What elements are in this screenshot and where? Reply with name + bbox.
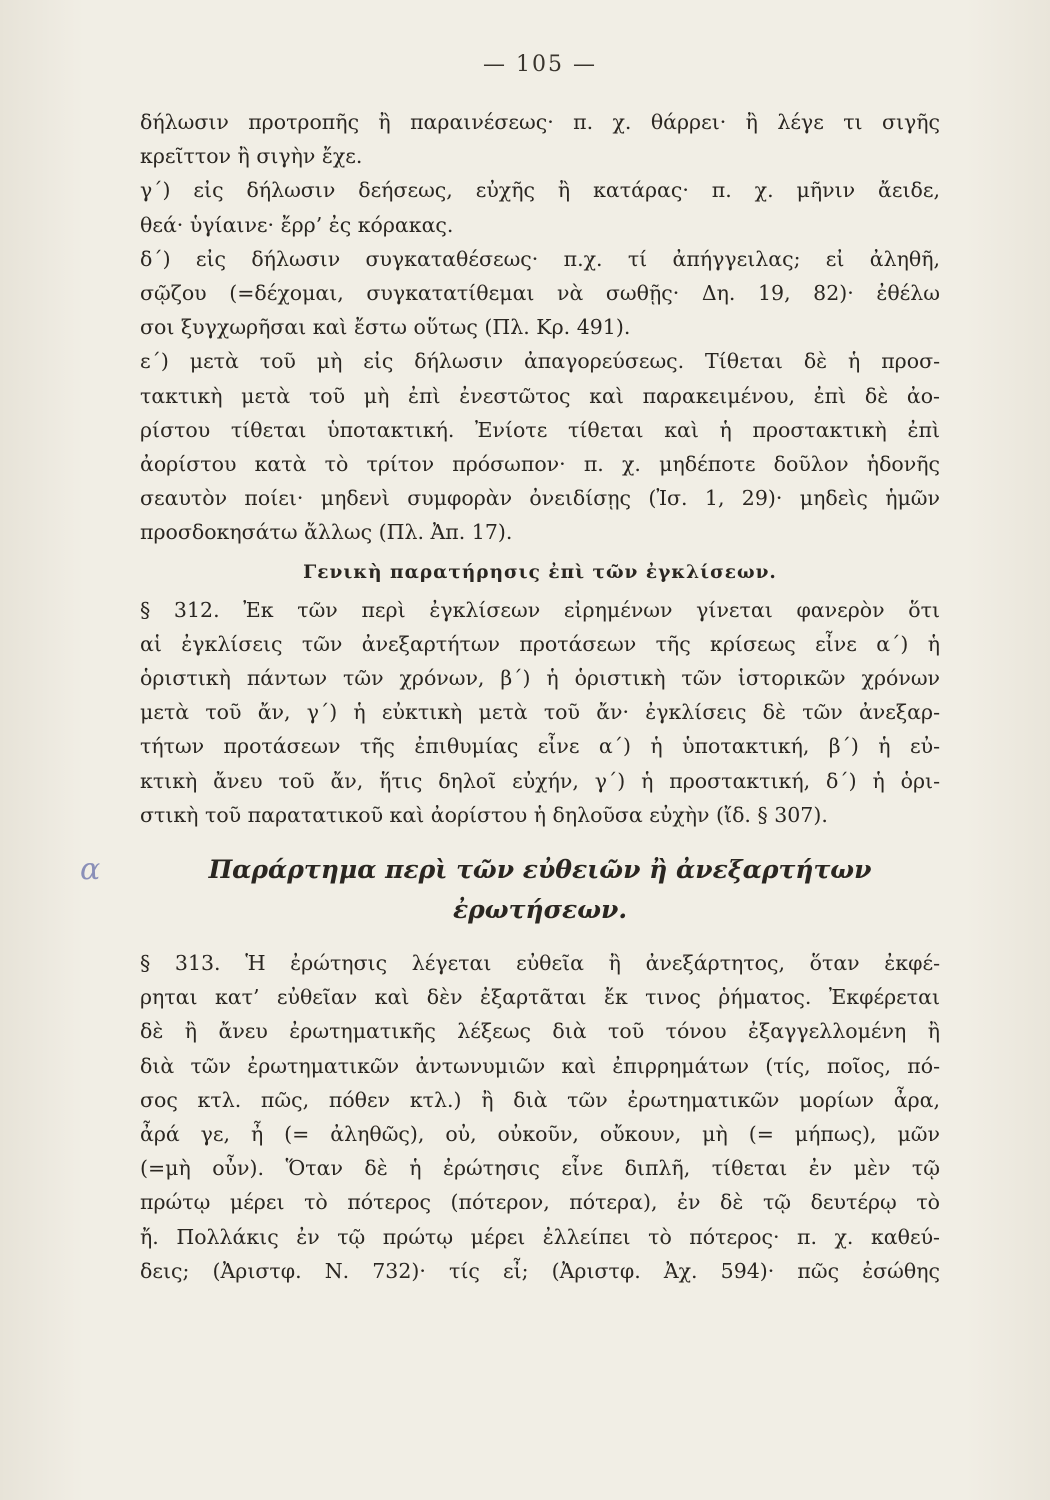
text-line: ἀορίστου κατὰ τὸ τρίτον πρόσωπον· π. χ. μηδέποτε δοῦλον ἡδονῆς	[140, 452, 940, 477]
text-line: δὲ ἢ ἄνευ ἐρωτηματικῆς λέξεως διὰ τοῦ τόνου ἐξαγγελλομένη ἢ	[140, 1019, 940, 1044]
text-line: κρεῖττον ἢ σιγὴν ἔχε.	[140, 144, 363, 169]
text-line: ὁριστικὴ πάντων τῶν χρόνων, β΄) ἡ ὁριστικὴ τῶν ἱστορικῶν χρόνων	[140, 666, 940, 691]
paragraph-imperative-uses	[140, 105, 940, 550]
paragraph-312	[140, 593, 940, 832]
text-line: σοι ξυγχωρῆσαι καὶ ἔστω οὕτως (Πλ. Κρ. 491).	[140, 315, 631, 340]
text-line: ρηται κατ’ εὐθεῖαν καὶ δὲν ἐξαρτᾶται ἔκ τινος ῥήματος. Ἐκφέρεται	[140, 985, 940, 1010]
text-line: τακτικὴ μετὰ τοῦ μὴ ἐπὶ ἐνεστῶτος καὶ παρακειμένου, ἐπὶ δὲ ἀο-	[140, 383, 940, 408]
text-line: στικὴ τοῦ παρατατικοῦ καὶ ἀορίστου ἡ δηλοῦσα εὐχὴν (ἴδ. § 307).	[140, 802, 828, 827]
paragraph-313	[140, 946, 940, 1288]
text-line: προσδοκησάτω ἄλλως (Πλ. Ἀπ. 17).	[140, 520, 513, 545]
text-line: γ΄) εἰς δήλωσιν δεήσεως, εὐχῆς ἢ κατάρας· π. χ. μῆνιν ἄειδε,	[140, 178, 940, 203]
text-line: αἱ ἐγκλίσεις τῶν ἀνεξαρτήτων προτάσεων τῆς κρίσεως εἶνε α΄) ἡ	[140, 631, 940, 656]
handwritten-margin-mark: α	[80, 852, 101, 888]
text-line: διὰ τῶν ἐρωτηματικῶν ἀντωνυμιῶν καὶ ἐπιρρημάτων (τίς, ποῖος, πό-	[140, 1053, 940, 1078]
text-line: ἤ. Πολλάκις ἐν τῷ πρώτῳ μέρει ἐλλείπει τὸ πότερος· π. χ. καθεύ-	[140, 1224, 940, 1249]
appendix-title-line: Παράρτημα περὶ τῶν εὐθειῶν ἢ ἀνεξαρτήτων	[208, 855, 872, 885]
text-line: κτικὴ ἄνευ τοῦ ἄν, ἥτις δηλοῖ εὐχήν, γ΄) ἡ προστακτική, δ΄) ἡ ὁρι-	[140, 768, 940, 793]
text-line: θεά· ὑγίαινε· ἔρρ’ ἐς κόρακας.	[140, 212, 454, 237]
text-line: σος κτλ. πῶς, πόθεν κτλ.) ἢ διὰ τῶν ἐρωτηματικῶν μορίων ἆρα,	[140, 1087, 940, 1112]
text-line: ρίστου τίθεται ὑποτακτική. Ἐνίοτε τίθεται καὶ ἡ προστακτικὴ ἐπὶ	[140, 417, 940, 442]
text-line: (=μὴ οὖν). Ὅταν δὲ ἡ ἐρώτησις εἶνε διπλῆ, τίθεται ἐν μὲν τῷ	[140, 1156, 940, 1181]
text-line: § 312. Ἐκ τῶν περὶ ἐγκλίσεων εἰρημένων γίνεται φανερὸν ὅτι	[140, 597, 940, 622]
appendix-heading	[80, 850, 940, 930]
text-line: πρώτῳ μέρει τὸ πότερος (πότερον, πότερα), ἐν δὲ τῷ δευτέρῳ τὸ	[140, 1190, 940, 1215]
text-line: ἆρά γε, ἦ (= ἀληθῶς), οὐ, οὐκοῦν, οὔκουν, μὴ (= μήπως), μῶν	[140, 1122, 940, 1147]
text-line: μετὰ τοῦ ἄν, γ΄) ἡ εὐκτικὴ μετὰ τοῦ ἄν· ἐγκλίσεις δὲ τῶν ἀνεξαρ-	[140, 700, 940, 725]
text-line: σῷζου (=δέχομαι, συγκατατίθεμαι νὰ σωθῇς· Δη. 19, 82)· ἐθέλω	[140, 281, 940, 306]
text-line: ε΄) μετὰ τοῦ μὴ εἰς δήλωσιν ἀπαγορεύσεως. Τίθεται δὲ ἡ προσ-	[140, 349, 940, 374]
section-heading: Γενικὴ παρατήρησις ἐπὶ τῶν ἐγκλίσεων.	[303, 561, 777, 583]
text-line: δ΄) εἰς δήλωσιν συγκαταθέσεως· π.χ. τί ἀπήγγειλας; εἰ ἀληθῆ,	[140, 246, 940, 271]
text-line: σεαυτὸν ποίει· μηδενὶ συμφορὰν ὀνειδίσῃς (Ἰσ. 1, 29)· μηδεὶς ἡμῶν	[140, 486, 940, 511]
page-number: — 105 —	[483, 52, 597, 77]
text-line: δήλωσιν προτροπῆς ἢ παραινέσεως· π. χ. θάρρει· ἢ λέγε τι σιγῆς	[140, 110, 940, 134]
text-line: § 313. Ἡ ἐρώτησις λέγεται εὐθεῖα ἢ ἀνεξάρτητος, ὅταν ἐκφέ-	[140, 951, 940, 976]
appendix-title-line: ἐρωτήσεων.	[452, 895, 628, 925]
text-line: δεις; (Ἀριστφ. Ν. 732)· τίς εἶ; (Ἀριστφ. Ἀχ. 594)· πῶς ἐσώθης	[140, 1258, 940, 1283]
text-line: τήτων προτάσεων τῆς ἐπιθυμίας εἶνε α΄) ἡ ὑποτακτική, β΄) ἡ εὐ-	[140, 734, 940, 759]
